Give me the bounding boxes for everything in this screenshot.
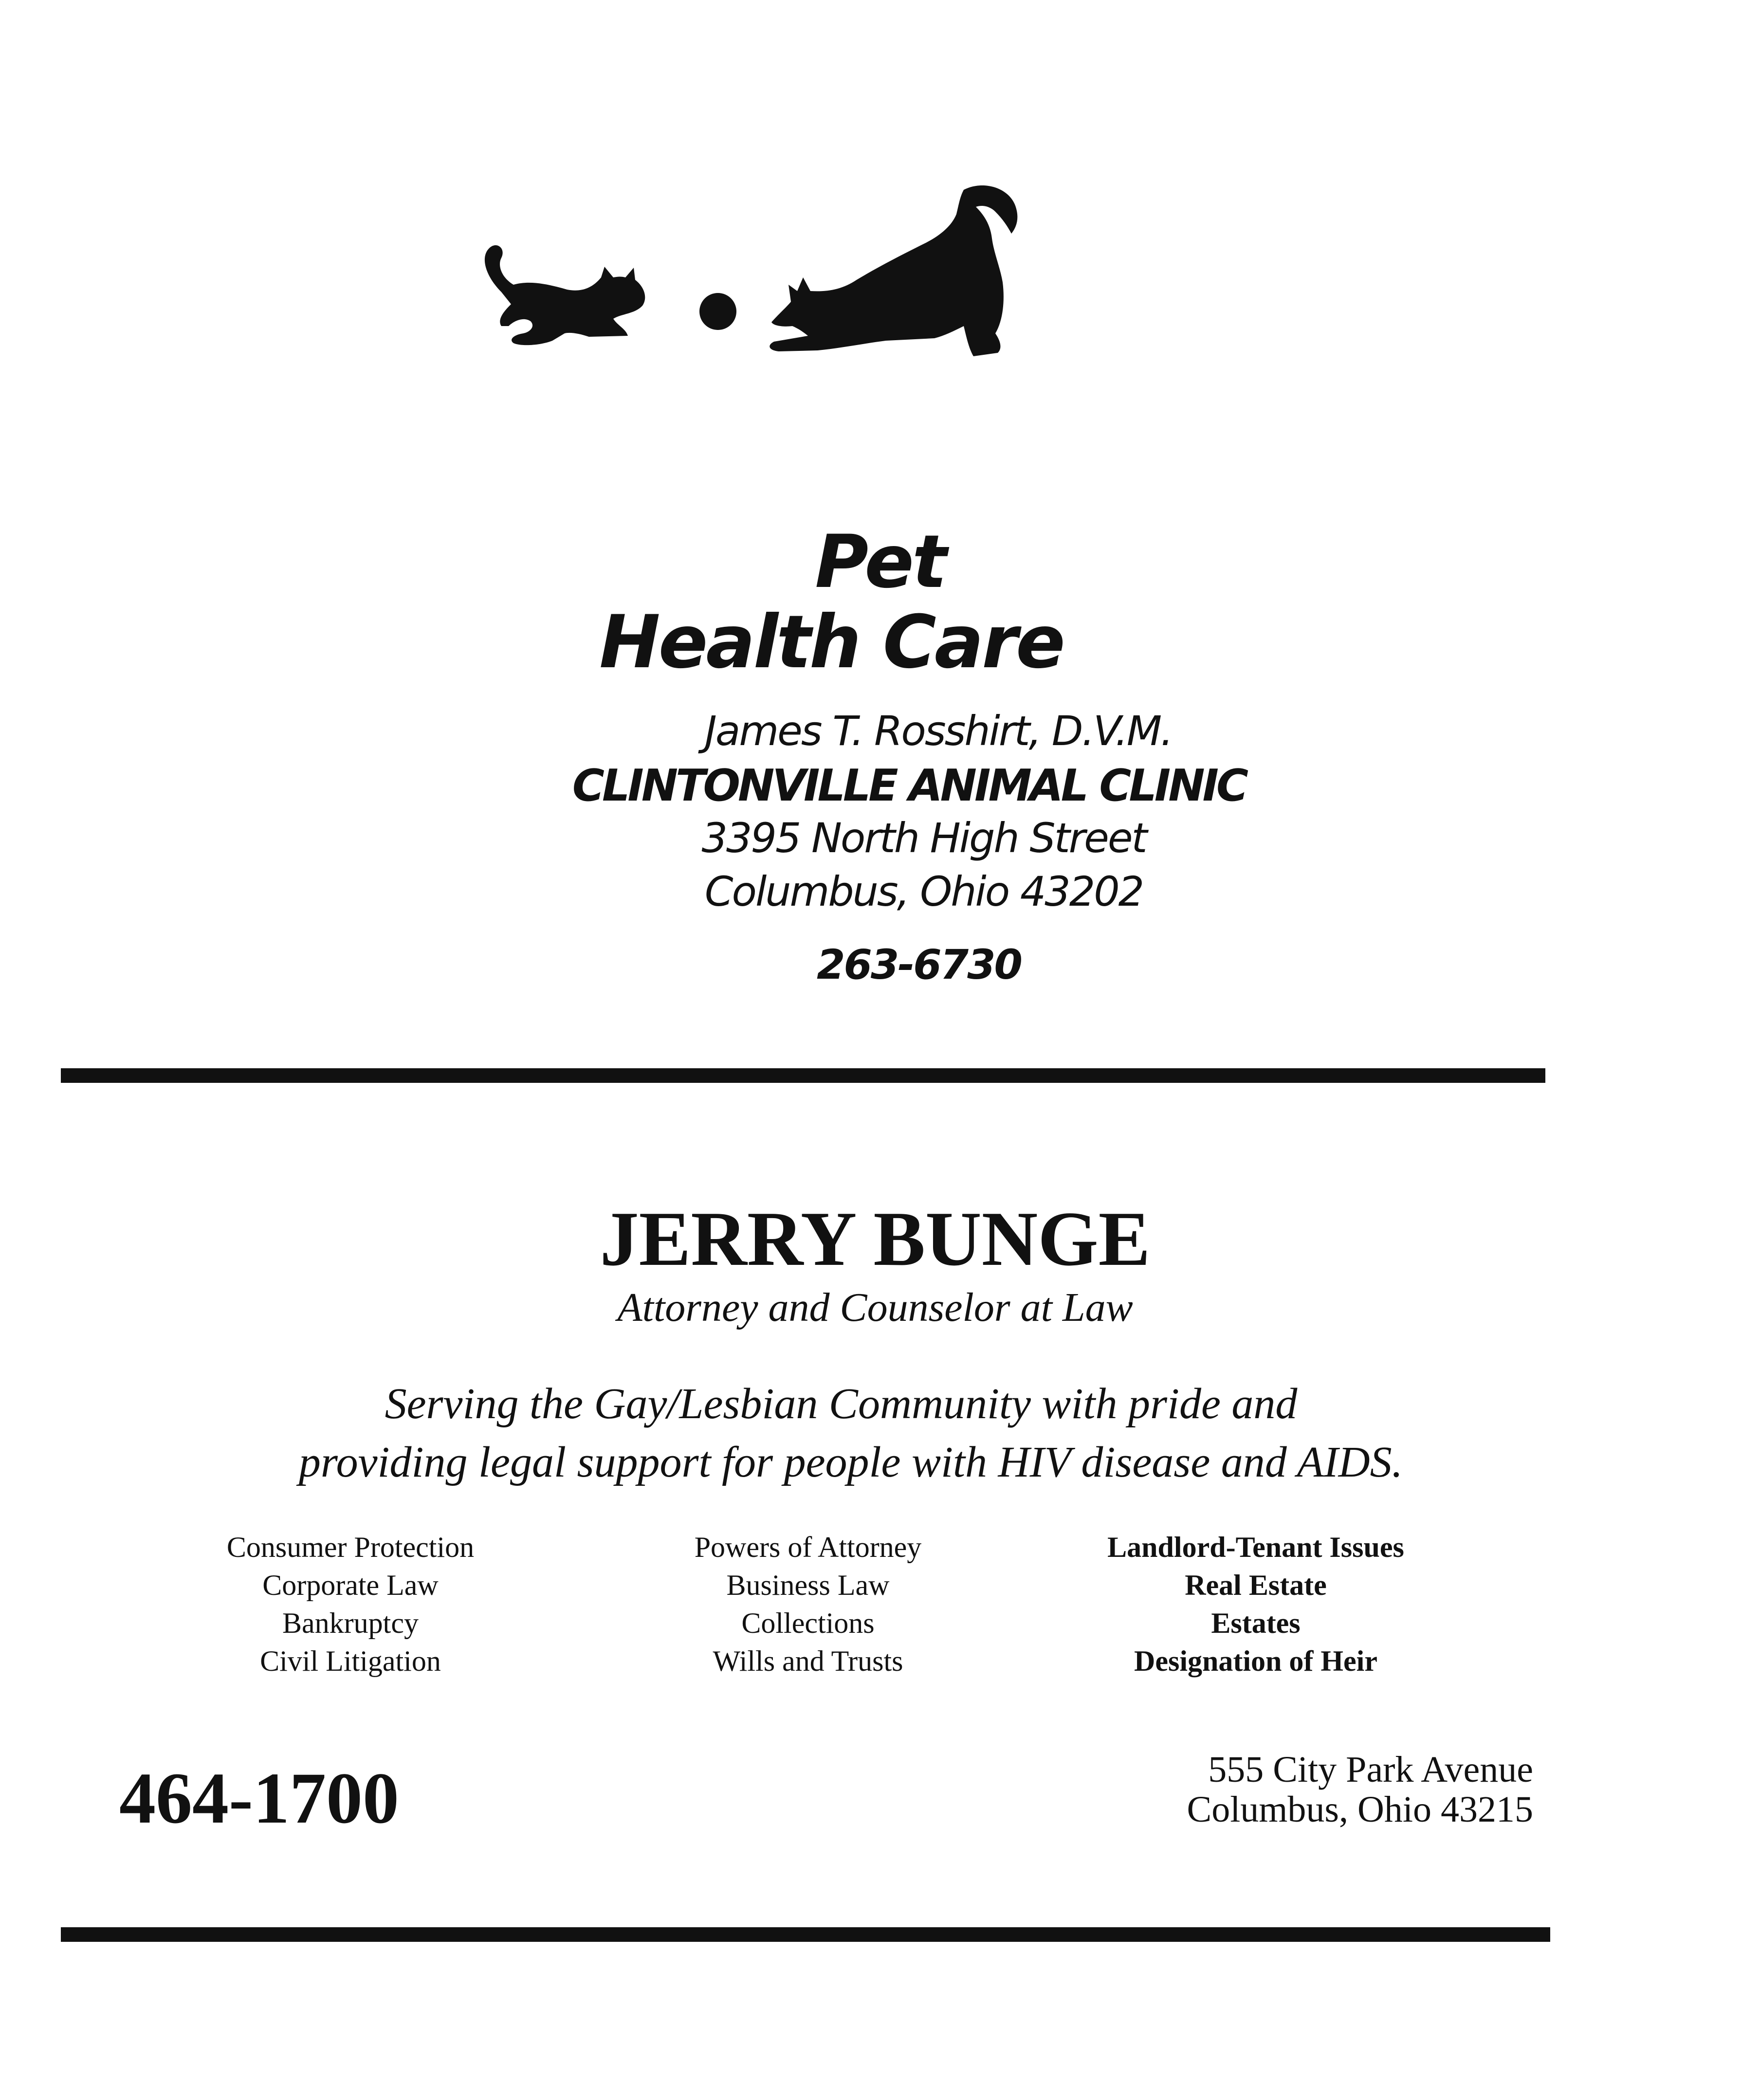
ball-icon <box>699 293 736 330</box>
services-column <box>589 1528 1027 1680</box>
services-column <box>1037 1528 1475 1680</box>
service-item: Designation of Heir <box>1134 1645 1377 1677</box>
service-item: Powers of Attorney <box>694 1531 922 1563</box>
law-ad-tagline-line-1: Serving the Gay/Lesbian Community with pride and <box>385 1380 1298 1428</box>
puppy-silhouette <box>770 185 1017 356</box>
address-line: Columbus, Ohio 43215 <box>1187 1789 1533 1830</box>
law-ad-name: JERRY BUNGE <box>600 1195 1151 1282</box>
service-item: Collections <box>741 1607 875 1639</box>
pet-ad-title: Pet <box>815 520 945 604</box>
service-item: Real Estate <box>1185 1569 1327 1601</box>
pet-ad-city: Columbus, Ohio 43202 <box>704 868 1143 915</box>
pet-ad-street: 3395 North High Street <box>701 814 1146 862</box>
pet-ad-doctor: James T. Rosshirt, D.V.M. <box>705 707 1172 755</box>
divider-rule <box>61 1927 1550 1942</box>
pet-ad-phone: 263-6730 <box>817 941 1021 988</box>
address-line: 555 City Park Avenue <box>1208 1749 1533 1790</box>
service-item: Corporate Law <box>262 1569 439 1601</box>
service-item: Estates <box>1211 1607 1301 1639</box>
pet-ad-clinic-name: CLINTONVILLE ANIMAL CLINIC <box>572 760 1247 811</box>
kitten-silhouette <box>485 245 645 345</box>
law-ad-address <box>1095 1750 1533 1829</box>
pet-ad-subtitle: Health Care <box>599 600 1063 685</box>
law-ad-tagline-line-2: providing legal support for people with HIV disease and AIDS. <box>298 1438 1403 1486</box>
service-item: Business Law <box>726 1569 890 1601</box>
pet-logo-icon <box>467 180 1149 414</box>
law-ad-title: Attorney and Counselor at Law <box>617 1285 1133 1330</box>
divider-rule <box>61 1068 1545 1083</box>
services-column <box>131 1528 569 1680</box>
law-ad-phone: 464-1700 <box>119 1758 399 1839</box>
service-item: Bankruptcy <box>282 1607 419 1639</box>
service-item: Consumer Protection <box>226 1531 475 1563</box>
service-item: Wills and Trusts <box>713 1645 903 1677</box>
service-item: Landlord-Tenant Issues <box>1107 1531 1404 1563</box>
service-item: Civil Litigation <box>260 1645 441 1677</box>
